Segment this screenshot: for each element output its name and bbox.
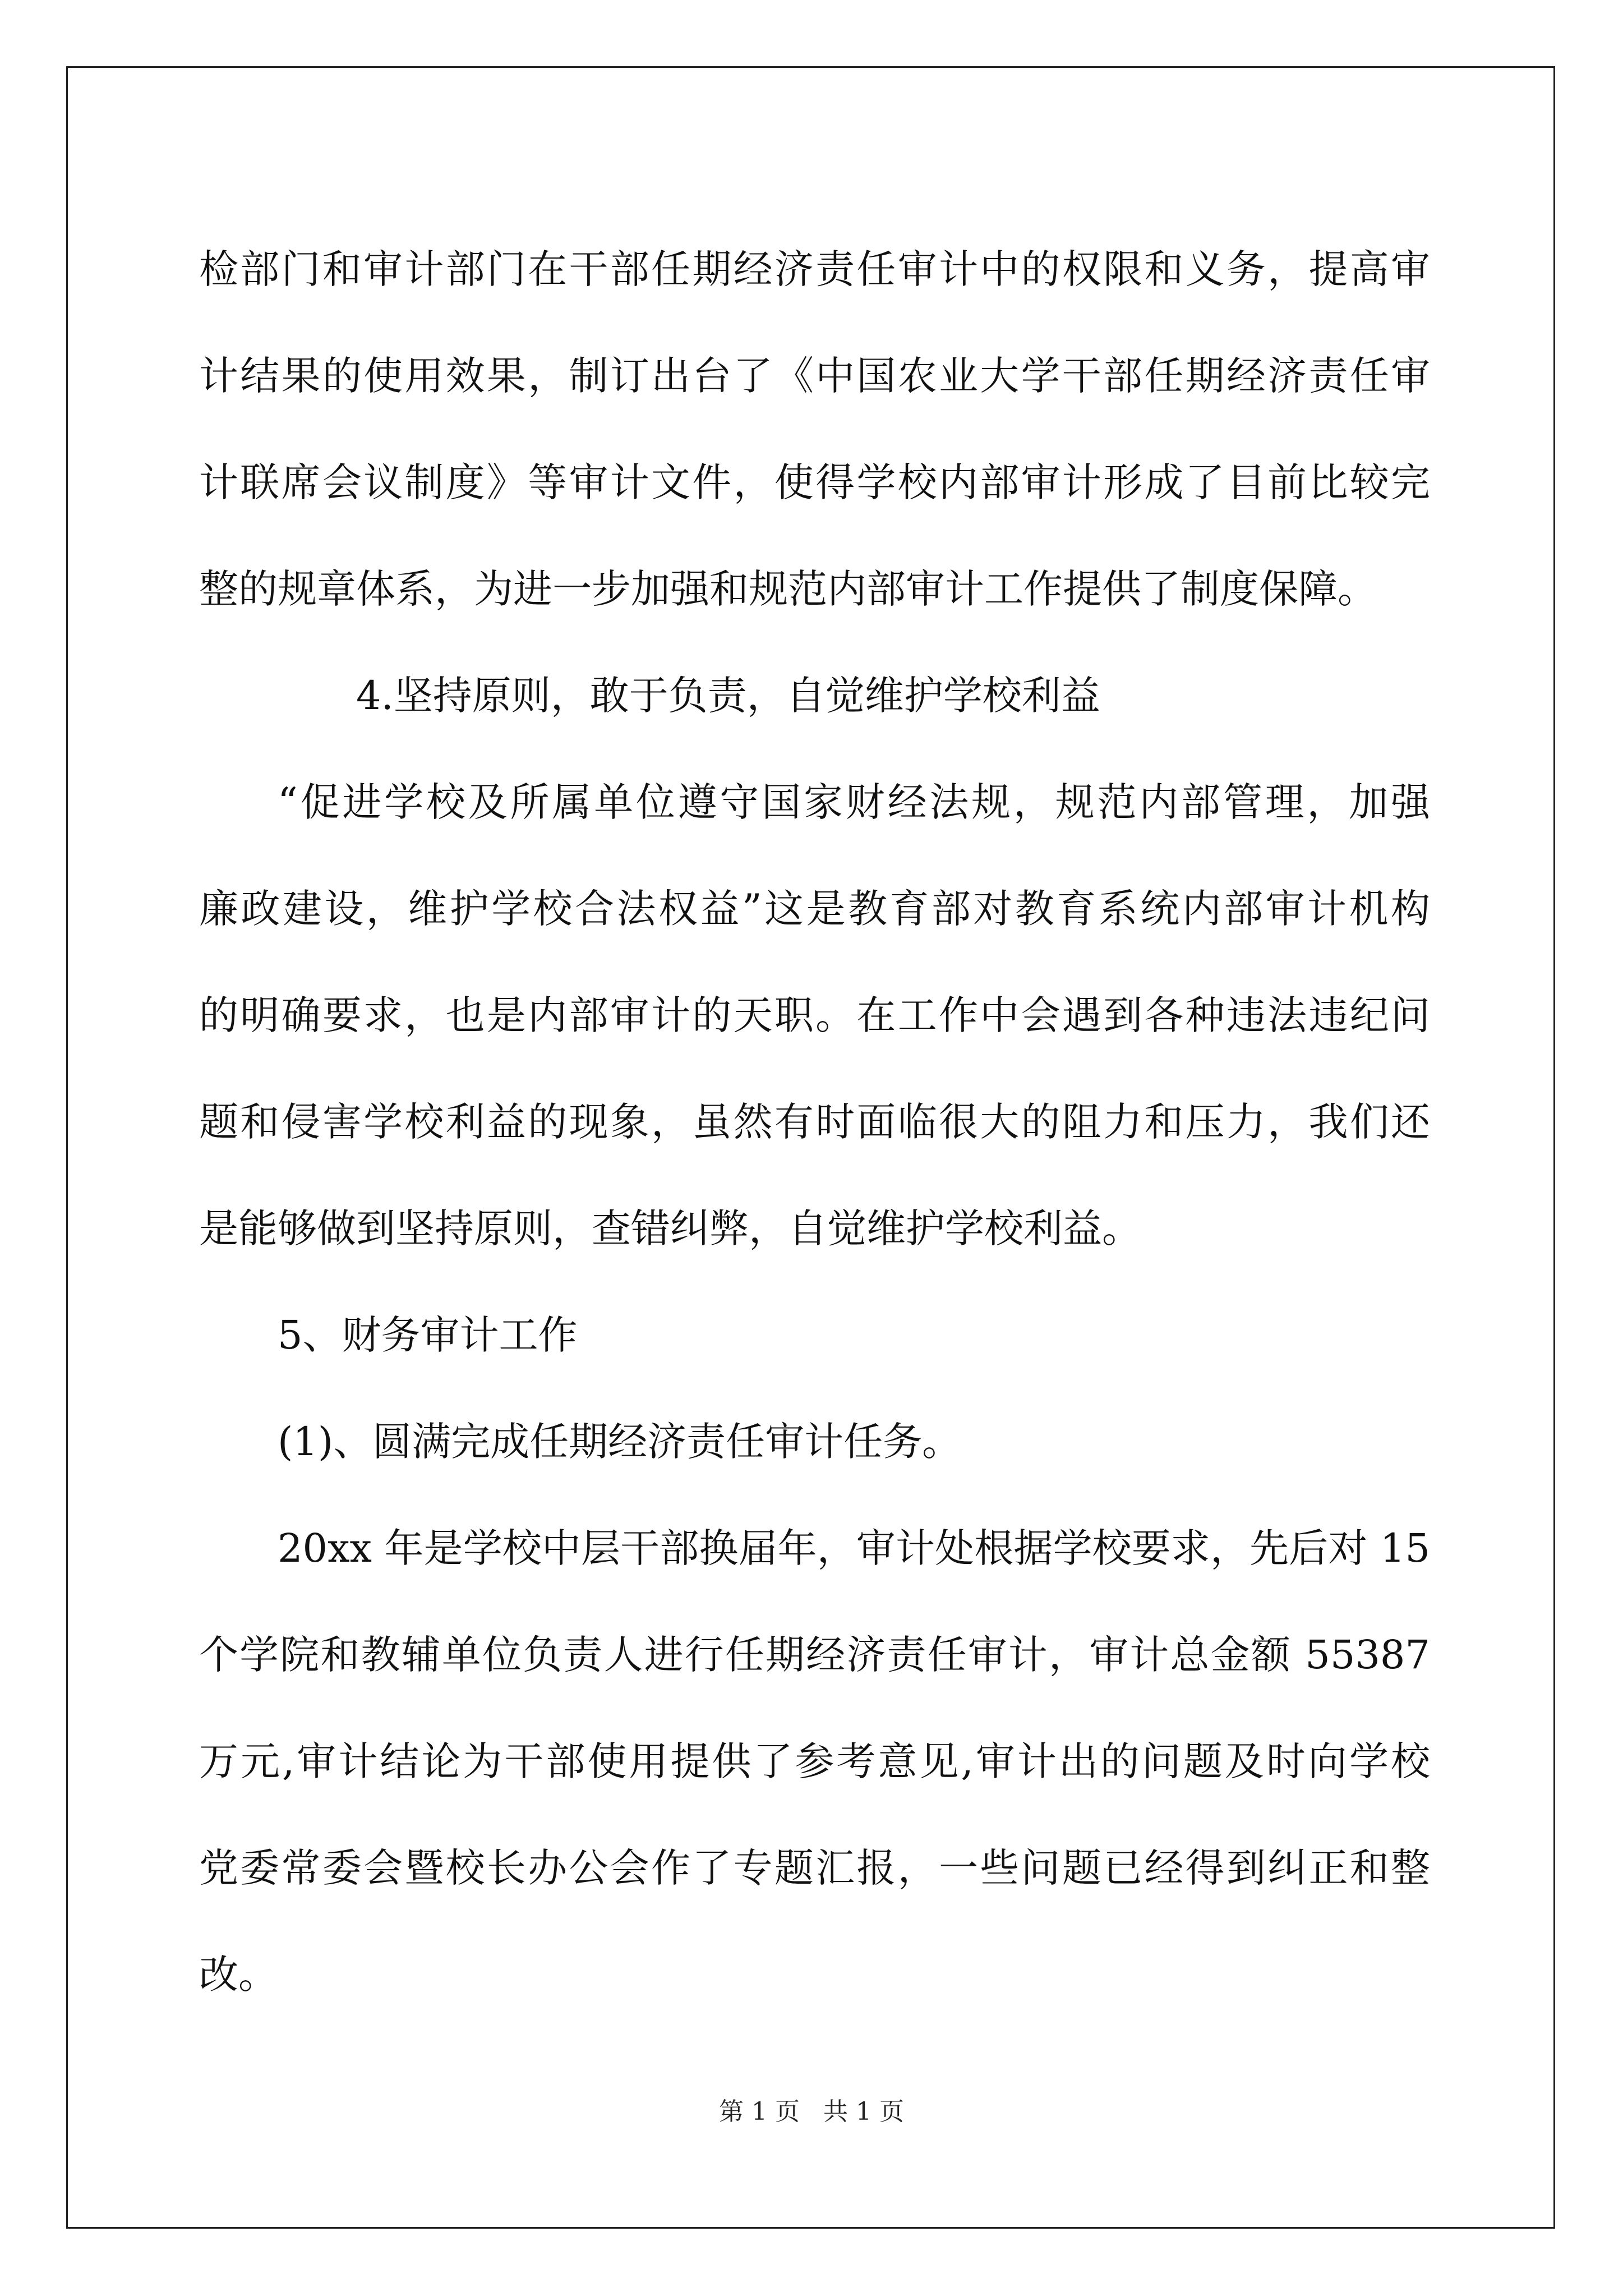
heading-principle bbox=[199, 642, 1430, 749]
text-line: “促进学校及所属单位遵守国家财经法规，规范内部管理，加强 bbox=[278, 779, 1430, 825]
text-line: 万元,审计结论为干部使用提供了参考意见,审计出的问题及时向学校 bbox=[199, 1738, 1430, 1784]
page-total: 共 1 页 bbox=[823, 2097, 904, 2126]
paragraph-regulations bbox=[199, 216, 1430, 642]
text-line: 改。 bbox=[199, 1952, 278, 1998]
section-heading: 4.坚持原则，敢于负责，自觉维护学校利益 bbox=[356, 673, 1100, 719]
text-line: 个学院和教辅单位负责人进行任期经济责任审计，审计总金额 55387 bbox=[199, 1632, 1430, 1678]
text-line: 计联席会议制度》等审计文件，使得学校内部审计形成了目前比较完 bbox=[199, 459, 1430, 505]
text-line: 廉政建设，维护学校合法权益”这是教育部对教育系统内部审计机构 bbox=[199, 886, 1430, 932]
paragraph-term-audit bbox=[199, 1495, 1430, 2028]
text-line: 整的规章体系，为进一步加强和规范内部审计工作提供了制度保障。 bbox=[199, 566, 1377, 612]
page-number: 第 1 页 bbox=[719, 2097, 800, 2126]
text-line: 检部门和审计部门在干部任期经济责任审计中的权限和义务，提高审 bbox=[199, 246, 1430, 292]
heading-financial-audit bbox=[199, 1282, 1430, 1388]
document-body bbox=[199, 216, 1430, 2028]
heading-term-audit bbox=[199, 1388, 1430, 1495]
paragraph-principle bbox=[199, 749, 1430, 1282]
section-heading: 5、财务审计工作 bbox=[278, 1312, 578, 1358]
text-line: 的明确要求，也是内部审计的天职。在工作中会遇到各种违法违纪问 bbox=[199, 992, 1430, 1038]
subsection-heading: (1)、圆满完成任期经济责任审计任务。 bbox=[278, 1419, 962, 1465]
text-line: 党委常委会暨校长办公会作了专题汇报，一些问题已经得到纠正和整 bbox=[199, 1845, 1430, 1891]
text-line: 是能够做到坚持原则，查错纠弊，自觉维护学校利益。 bbox=[199, 1205, 1141, 1251]
text-line: 计结果的使用效果，制订出台了《中国农业大学干部任期经济责任审 bbox=[199, 353, 1430, 399]
text-line: 题和侵害学校利益的现象，虽然有时面临很大的阻力和压力，我们还 bbox=[199, 1099, 1430, 1145]
text-line: 20xx 年是学校中层干部换届年，审计处根据学校要求，先后对 15 bbox=[278, 1525, 1430, 1571]
page-footer bbox=[0, 2095, 1623, 2129]
